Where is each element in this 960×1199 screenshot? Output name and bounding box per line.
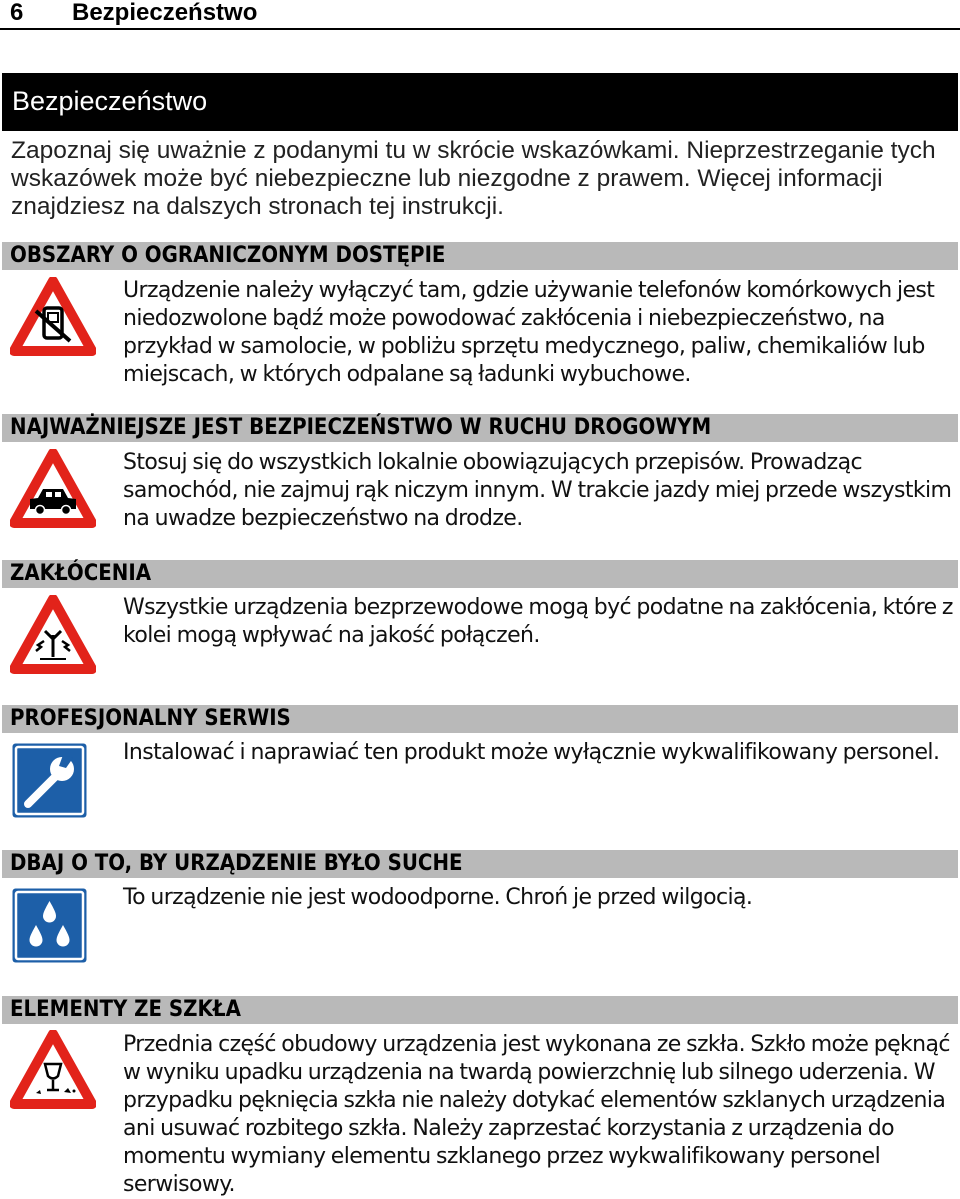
section-heading-bar (2, 705, 958, 733)
interference-warning-icon (10, 595, 96, 675)
car-warning-icon (10, 449, 96, 529)
section-text: Przednia część obudowy urządzenia jest wykonana ze szkła. Szkło może pęknąć w wyniku upadku urządzenia na twardą powierzchnię lub silnego uderzenia. W przypadku pęknięcia szkła nie należy dotykać elementów szklanych urządzenia ani usuwać rozbitego szkła. Należy zaprzestać korzystania z urządzenia do momentu wymiany elementu szklanego przez wykwalifikowany personel serwisowy. (123, 1032, 950, 1197)
section-heading: NAJWAŻNIEJSZE JEST BEZPIECZEŃSTWO W RUCHU DROGOWYM (10, 415, 712, 440)
chapter-title: Bezpieczeństwo (12, 86, 208, 116)
section-heading: PROFESJONALNY SERWIS (10, 706, 291, 731)
broken-glass-warning-icon (10, 1030, 96, 1110)
section-text: Instalować i naprawiać ten produkt może wyłącznie wykwalifikowany personel. (123, 740, 940, 765)
no-phone-warning-icon (10, 277, 96, 357)
section-heading-bar (2, 850, 958, 878)
section-text: To urządzenie nie jest wodoodporne. Chroń je przed wilgocią. (123, 885, 753, 910)
running-title: Bezpieczeństwo (72, 0, 258, 26)
intro-paragraph: Zapoznaj się uważnie z podanymi tu w skrócie wskazówkami. Nieprzestrzeganie tych wskazówek może być niebezpieczne lub niezgodne z prawem. Więcej informacji znajdziesz na dalszych stronach tej instrukcji. (11, 137, 936, 220)
section-text: Stosuj się do wszystkich lokalnie obowiązujących przepisów. Prowadząc samochód, nie zajmuj rąk niczym innym. W trakcie jazdy miej przede wszystkim na uwadze bezpieczeństwo na drodze. (123, 450, 952, 531)
section-heading-bar (2, 242, 958, 270)
section-heading: OBSZARY O OGRANICZONYM DOSTĘPIE (10, 243, 446, 268)
section-heading-bar (2, 560, 958, 588)
section-text: Wszystkie urządzenia bezprzewodowe mogą być podatne na zakłócenia, które z kolei mogą wpływać na jakość połączeń. (123, 595, 953, 648)
section-heading: ZAKŁÓCENIA (10, 561, 152, 586)
chapter-banner (2, 73, 958, 131)
section-heading-bar (2, 414, 958, 442)
section-heading: DBAJ O TO, BY URZĄDZENIE BYŁO SUCHE (10, 851, 463, 876)
page-header (0, 0, 960, 30)
water-drops-icon (11, 887, 88, 964)
section-heading-bar (2, 996, 958, 1024)
wrench-icon (11, 742, 88, 819)
section-heading: ELEMENTY ZE SZKŁA (10, 997, 241, 1022)
section-text: Urządzenie należy wyłączyć tam, gdzie używanie telefonów komórkowych jest niedozwolone bądź może powodować zakłócenia i niebezpieczeństwo, na przykład w samolocie, w pobliżu sprzętu medycznego, paliw, chemikaliów lub miejscach, w których odpalane są ładunki wybuchowe. (123, 278, 935, 387)
page-number: 6 (10, 0, 24, 26)
